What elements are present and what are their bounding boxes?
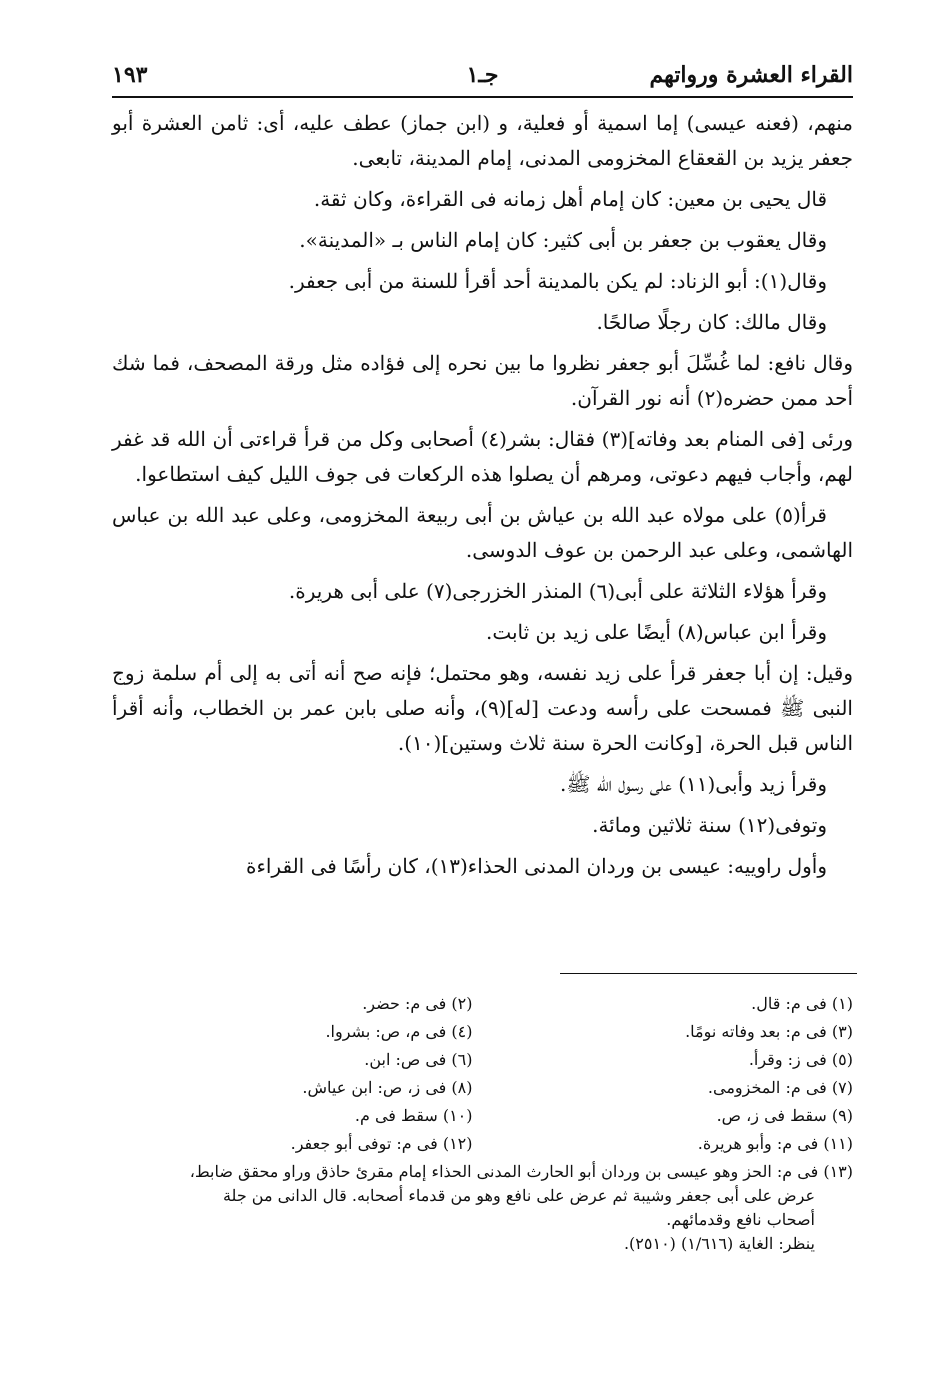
page-header — [112, 58, 853, 92]
paragraph: وقرأ ابن عباس(٨) أيضًا على زيد بن ثابت. — [485, 620, 827, 644]
footnote: (٤) فى م، ص: بشروا. — [325, 1022, 473, 1041]
paragraph: قال يحيى بن معين: كان إمام أهل زمانه فى القراءة، وكان ثقة. — [313, 187, 827, 211]
footnotes — [112, 992, 853, 1256]
footnote: (٢) فى م: حضر. — [362, 994, 473, 1013]
footnote: (٦) فى ص: ابن. — [364, 1050, 473, 1069]
footnote-line: عرض على أبى جعفر وشيبة ثم عرض على نافع وهو من قدماء أصحابه. قال الدانى من جلة — [222, 1186, 815, 1205]
main-text — [112, 106, 853, 890]
footnote: (٣) فى م: بعد وفاته نومًا. — [685, 1022, 853, 1041]
footnote: (٥) فى ز: وقرأ. — [748, 1050, 853, 1069]
footnote: (٨) فى ز، ص: ابن عياش. — [302, 1078, 473, 1097]
paragraph: قرأ(٥) على مولاه عبد الله بن عياش بن أبى ربيعة المخزومى، وعلى عبد الله بن عباس الهاشمى، وعلى عبد الرحمن بن عوف الدوسى. — [112, 503, 853, 562]
page-number: ١٩٣ — [112, 62, 148, 88]
footnote-grid — [112, 992, 853, 1156]
footnote-line: (١٣) فى م: الحز وهو عيسى بن وردان أبو الحارث المدنى الحذاء إمام مقرئ حاذق وراو محقق ضابط، — [189, 1162, 853, 1181]
footnote: (١٢) فى م: توفى أبو جعفر. — [290, 1134, 473, 1153]
footnote-rule — [560, 973, 857, 974]
paragraph: وقال يعقوب بن جعفر بن أبى كثير: كان إمام الناس بـ «المدينة». — [299, 228, 827, 252]
volume-label: جـ١ — [466, 62, 499, 88]
footnote: (٧) فى م: المخزومى. — [707, 1078, 853, 1097]
paragraph: وتوفى(١٢) سنة ثلاثين ومائة. — [592, 813, 827, 837]
paragraph: وقيل: إن أبا جعفر قرأ على زيد نفسه، وهو محتمل؛ فإنه صح أنه أتى به إلى أم سلمة زوج النبى ﷺ فمسحت على رأسه ودعت [له](٩)، وأنه صلى بابن عمر بن الخطاب، وأنه أقرأ الناس قبل الحرة، [وكانت الحرة سنة ثلاث وستين](١٠). — [112, 661, 853, 755]
paragraph: وقال(١): أبو الزناد: لم يكن بالمدينة أحد أقرأ للسنة من أبى جعفر. — [288, 269, 827, 293]
paragraph: وأول راوييه: عيسى بن وردان المدنى الحذاء(١٣)، كان رأسًا فى القراءة — [245, 854, 827, 878]
footnote: (١١) فى م: وأبو هريرة. — [697, 1134, 853, 1153]
running-title: القراء العشرة ورواتهم — [649, 62, 853, 88]
footnote: (١٠) سقط فى م. — [354, 1106, 473, 1125]
paragraph: وقرأ هؤلاء الثلاثة على أبى(٦) المنذر الخزرجى(٧) على أبى هريرة. — [288, 579, 827, 603]
paragraph: ورئى [فى المنام بعد وفاته](٣) فقال: بشر(٤) أصحابى وكل من قرأ قراءتى أن الله قد غفر لهم، وأجاب فيهم دعوتى، ومرهم أن يصلوا هذه الركعات فى جوف الليل كيف استطاعوا. — [112, 427, 853, 486]
footnote: (٩) سقط فى ز، ص. — [716, 1106, 853, 1125]
footnote-line: أصحاب نافع وقدمائهم. — [666, 1210, 815, 1229]
paragraph: وقرأ زيد وأبى(١١) على رسول الله ﷺ. — [559, 772, 827, 796]
footnote-line: ينظر: الغاية (١/٦١٦) (٢٥١٠). — [623, 1234, 815, 1253]
footnote-long — [112, 1160, 853, 1256]
paragraph: وقال نافع: لما غُسِّلَ أبو جعفر نظروا ما بين نحره إلى فؤاده مثل ورقة المصحف، فما شك أحد ممن حضره(٢) أنه نور القرآن. — [112, 351, 853, 410]
paragraph: منهم، (فعنه عيسى) إما اسمية أو فعلية، و (ابن جماز) عطف عليه، أى: ثامن العشرة أبو جعفر يزيد بن القعقاع المخزومى المدنى، إمام المدينة، تابعى. — [112, 111, 853, 170]
header-rule — [112, 96, 853, 98]
footnote: (١) فى م: قال. — [751, 994, 853, 1013]
paragraph: وقال مالك: كان رجلًا صالحًا. — [596, 310, 827, 334]
